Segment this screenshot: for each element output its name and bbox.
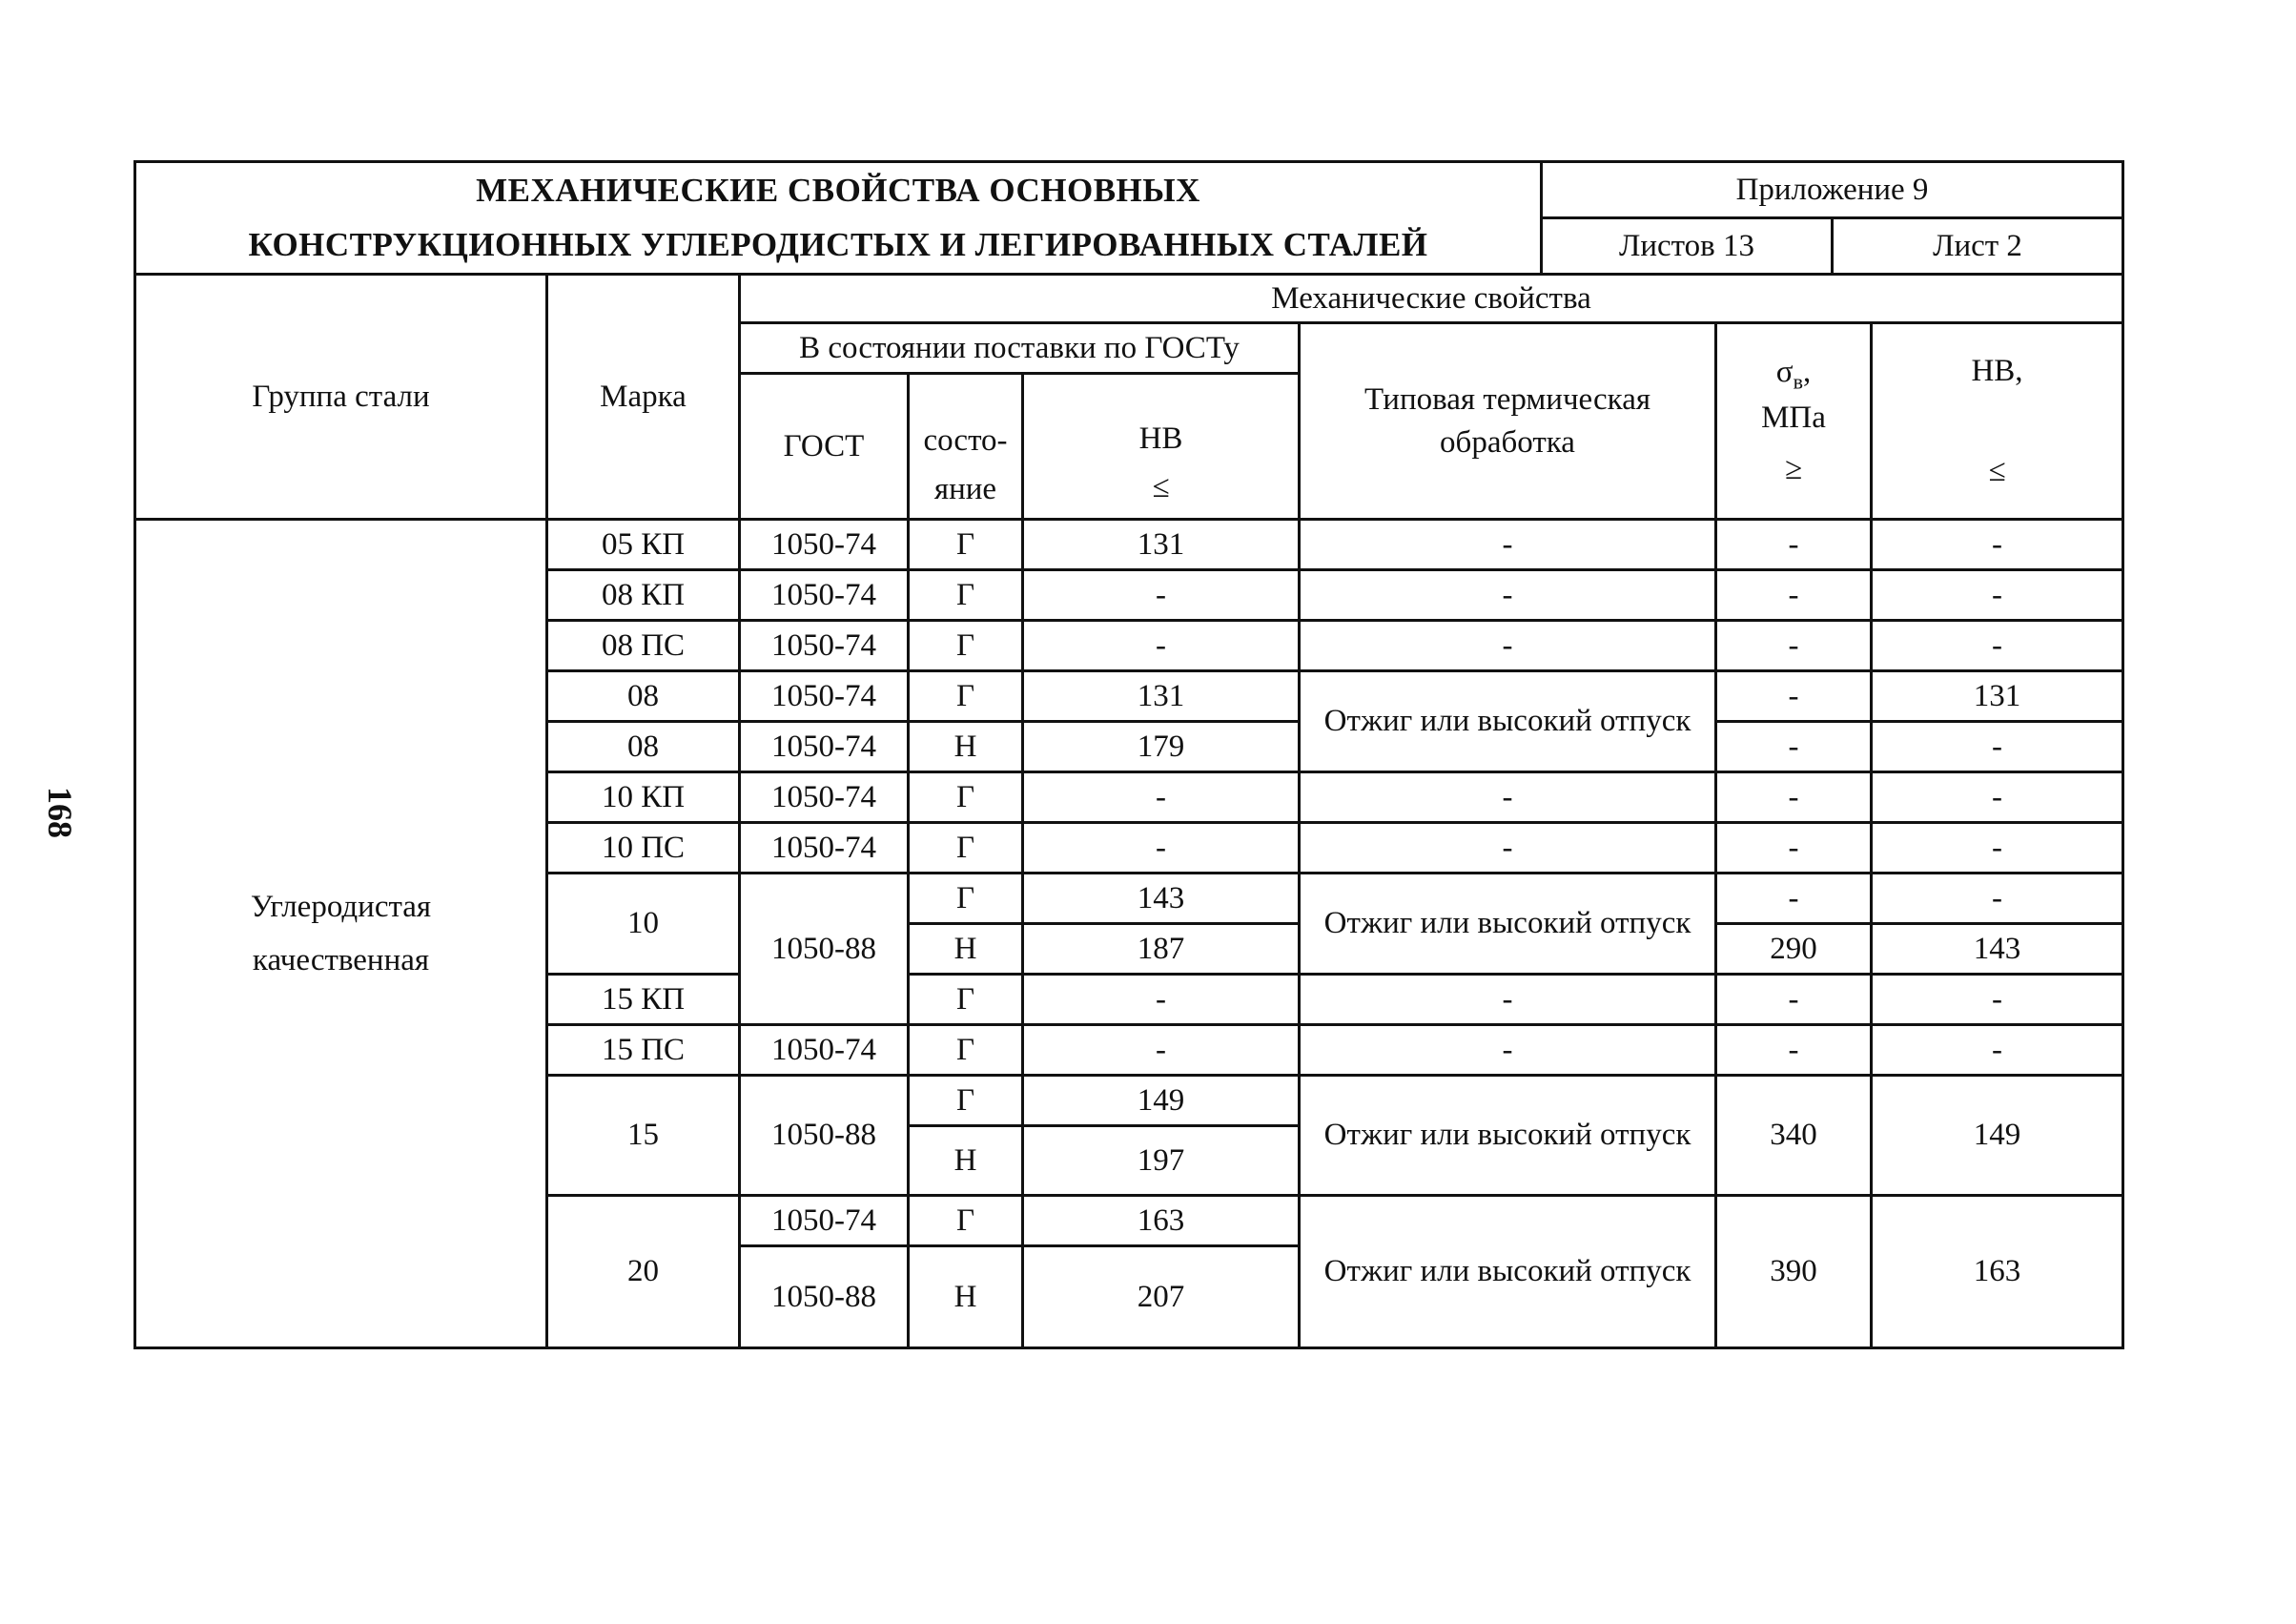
cell-hb-after: 163 <box>1872 1196 2123 1348</box>
header-mechanical: Механические свойства <box>740 275 2123 323</box>
sheets-total: Листов 13 <box>1542 218 1833 275</box>
sigma-symbol: σ <box>1775 355 1794 390</box>
cell-gost: 1050-74 <box>740 520 909 570</box>
group-line-2: качественная <box>252 943 430 977</box>
cell-grade: 08 КП <box>547 570 740 621</box>
cell-hb-after: 143 <box>1872 924 2123 975</box>
cell-heat: - <box>1300 823 1716 874</box>
cell-state: Н <box>909 1246 1023 1348</box>
group-line-1: Углеродистая <box>250 889 432 924</box>
appendix-label: Приложение 9 <box>1542 162 2123 218</box>
cell-heat: - <box>1300 975 1716 1025</box>
title-block <box>133 160 2124 276</box>
cell-gost: 1050-74 <box>740 772 909 823</box>
cell-state: Г <box>909 520 1023 570</box>
cell-grade: 10 <box>547 874 740 975</box>
cell-sigma: - <box>1716 975 1872 1025</box>
cell-hb-after: - <box>1872 823 2123 874</box>
header-group: Группа стали <box>135 275 547 520</box>
cell-hb: 149 <box>1023 1076 1300 1126</box>
le-symbol: ≤ <box>1152 470 1170 504</box>
ge-symbol: ≥ <box>1784 452 1803 487</box>
cell-hb-after: - <box>1872 975 2123 1025</box>
cell-hb-after: - <box>1872 772 2123 823</box>
cell-grade: 20 <box>547 1196 740 1348</box>
hb-supply-label: НВ <box>1138 421 1183 457</box>
header-hb-after <box>1872 323 2123 520</box>
cell-hb: 179 <box>1023 722 1300 772</box>
le-symbol-2: ≤ <box>1988 453 2006 488</box>
cell-heat: - <box>1300 570 1716 621</box>
cell-hb-after: - <box>1872 874 2123 924</box>
cell-sigma: - <box>1716 1025 1872 1076</box>
cell-hb-after: 149 <box>1872 1076 2123 1196</box>
cell-gost: 1050-74 <box>740 570 909 621</box>
header-supply: В состоянии поставки по ГОСТу <box>740 323 1300 374</box>
cell-sigma: - <box>1716 570 1872 621</box>
cell-hb: - <box>1023 772 1300 823</box>
cell-hb: - <box>1023 621 1300 671</box>
sigma-subscript: в <box>1793 369 1803 394</box>
header-hb-supply <box>1023 374 1300 520</box>
cell-grade: 08 <box>547 671 740 722</box>
cell-grade: 15 ПС <box>547 1025 740 1076</box>
cell-state: Г <box>909 570 1023 621</box>
cell-hb: 131 <box>1023 520 1300 570</box>
cell-heat: - <box>1300 520 1716 570</box>
properties-table <box>133 273 2124 1349</box>
cell-hb: - <box>1023 1025 1300 1076</box>
document-sheet <box>133 160 2122 1349</box>
cell-state: Г <box>909 772 1023 823</box>
header-heat-treatment <box>1300 323 1716 520</box>
cell-sigma: - <box>1716 823 1872 874</box>
cell-heat: - <box>1300 772 1716 823</box>
header-grade: Марка <box>547 275 740 520</box>
cell-sigma: 390 <box>1716 1196 1872 1348</box>
cell-hb-after: - <box>1872 520 2123 570</box>
cell-state: Г <box>909 874 1023 924</box>
cell-gost: 1050-88 <box>740 1076 909 1196</box>
cell-gost: 1050-74 <box>740 1196 909 1246</box>
cell-state: Г <box>909 1025 1023 1076</box>
cell-heat: Отжиг или высокий отпуск <box>1300 671 1716 772</box>
cell-hb: 131 <box>1023 671 1300 722</box>
cell-hb: 197 <box>1023 1126 1300 1196</box>
cell-sigma: - <box>1716 722 1872 772</box>
cell-sigma: 340 <box>1716 1076 1872 1196</box>
cell-state: Г <box>909 671 1023 722</box>
cell-state: Г <box>909 1196 1023 1246</box>
cell-hb: - <box>1023 975 1300 1025</box>
cell-heat: Отжиг или высокий отпуск <box>1300 1196 1716 1348</box>
cell-heat: - <box>1300 1025 1716 1076</box>
header-sigma <box>1716 323 1872 520</box>
hb-after-label: НВ, <box>1971 353 2023 388</box>
cell-gost: 1050-74 <box>740 621 909 671</box>
cell-gost: 1050-74 <box>740 671 909 722</box>
cell-sigma: - <box>1716 520 1872 570</box>
document-title-line-1: МЕХАНИЧЕСКИЕ СВОЙСТВА ОСНОВНЫХ <box>135 162 1542 218</box>
cell-hb-after: - <box>1872 621 2123 671</box>
state-line-2: яние <box>933 472 997 506</box>
cell-grade: 08 ПС <box>547 621 740 671</box>
cell-state: Г <box>909 621 1023 671</box>
cell-hb: - <box>1023 570 1300 621</box>
cell-sigma: - <box>1716 671 1872 722</box>
cell-heat: - <box>1300 621 1716 671</box>
header-state <box>909 374 1023 520</box>
cell-sigma: - <box>1716 621 1872 671</box>
cell-grade: 15 <box>547 1076 740 1196</box>
header-gost: ГОСТ <box>740 374 909 520</box>
state-line-1: состо- <box>923 423 1008 459</box>
cell-state: Н <box>909 1126 1023 1196</box>
cell-hb: 163 <box>1023 1196 1300 1246</box>
cell-heat: Отжиг или высокий отпуск <box>1300 1076 1716 1196</box>
cell-sigma: - <box>1716 874 1872 924</box>
cell-grade: 10 ПС <box>547 823 740 874</box>
cell-sigma: - <box>1716 772 1872 823</box>
cell-gost: 1050-88 <box>740 1246 909 1348</box>
document-title-line-2: КОНСТРУКЦИОННЫХ УГЛЕРОДИСТЫХ И ЛЕГИРОВАННЫХ СТАЛЕЙ <box>135 218 1542 275</box>
cell-heat: Отжиг или высокий отпуск <box>1300 874 1716 975</box>
cell-hb-after: - <box>1872 1025 2123 1076</box>
cell-grade: 15 КП <box>547 975 740 1025</box>
cell-hb-after: - <box>1872 570 2123 621</box>
cell-state: Г <box>909 1076 1023 1126</box>
cell-gost: 1050-74 <box>740 823 909 874</box>
cell-state: Н <box>909 924 1023 975</box>
cell-hb: - <box>1023 823 1300 874</box>
sigma-label <box>1717 351 1870 396</box>
cell-hb: 187 <box>1023 924 1300 975</box>
cell-gost: 1050-88 <box>740 874 909 1025</box>
sigma-comma: , <box>1802 355 1812 390</box>
cell-state: Г <box>909 823 1023 874</box>
cell-state: Г <box>909 975 1023 1025</box>
cell-hb-after: - <box>1872 722 2123 772</box>
cell-state: Н <box>909 722 1023 772</box>
cell-gost: 1050-74 <box>740 1025 909 1076</box>
mpa-unit: МПа <box>1761 400 1826 435</box>
cell-hb: 143 <box>1023 874 1300 924</box>
cell-sigma: 290 <box>1716 924 1872 975</box>
header-heat-treatment-text: Типовая термическая обработка <box>1363 381 1651 460</box>
cell-hb-after: 131 <box>1872 671 2123 722</box>
cell-grade: 10 КП <box>547 772 740 823</box>
steel-group <box>135 520 547 1348</box>
cell-grade: 05 КП <box>547 520 740 570</box>
page-number: 168 <box>41 787 79 838</box>
sheet-current: Лист 2 <box>1833 218 2123 275</box>
cell-gost: 1050-74 <box>740 722 909 772</box>
cell-grade: 08 <box>547 722 740 772</box>
cell-hb: 207 <box>1023 1246 1300 1348</box>
